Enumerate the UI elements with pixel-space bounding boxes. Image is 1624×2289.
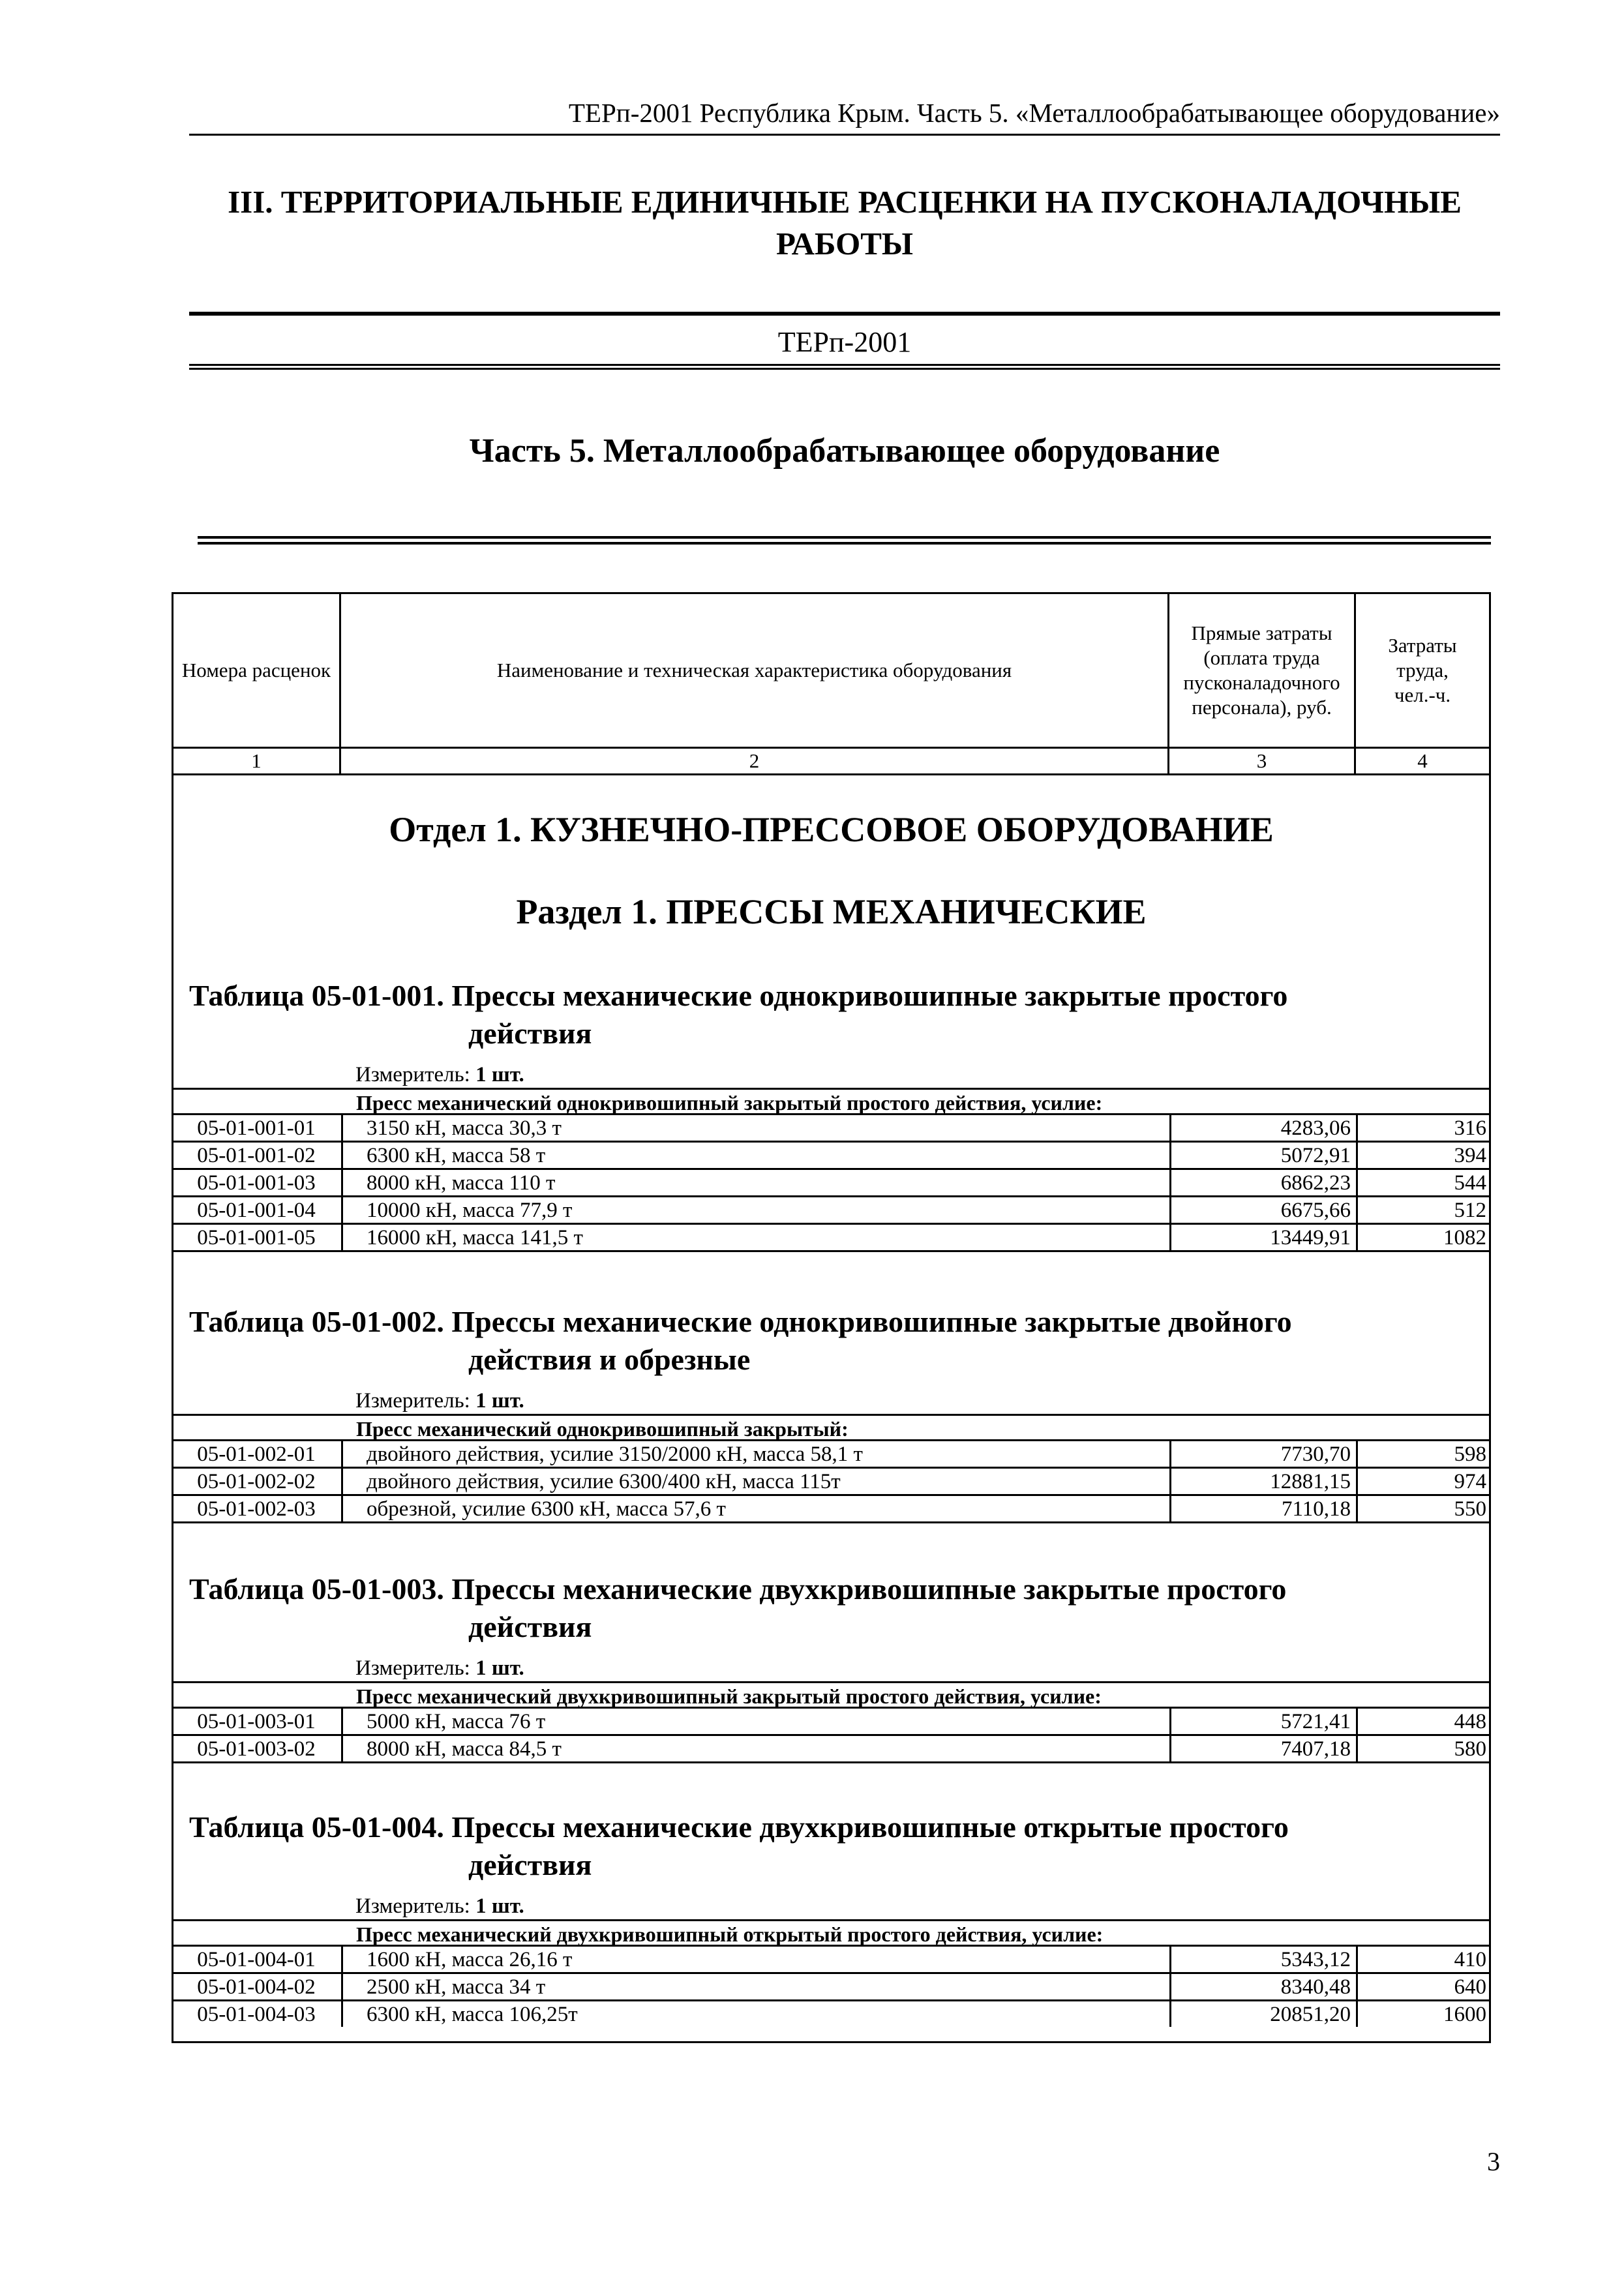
- table-row: [173, 1441, 1489, 1469]
- table-title-line1: Таблица 05-01-002. Прессы механические однокривошипные закрытые двойного: [189, 1305, 1292, 1338]
- table-title-line2: действия: [468, 1848, 592, 1881]
- header-col-codes: Номера расценок: [181, 659, 331, 681]
- row-cost: 4283,06: [1169, 1115, 1356, 1141]
- measure-value: 1 шт.: [475, 1656, 524, 1680]
- header-col-cost: Прямые затраты (оплата труда пусконаладочного персонала), руб.: [1183, 621, 1340, 719]
- otdel-title: Отдел 1. КУЗНЕЧНО-ПРЕССОВОЕ ОБОРУДОВАНИЕ: [389, 810, 1274, 849]
- row-labor: 394: [1356, 1143, 1489, 1168]
- row-labor: 598: [1356, 1441, 1489, 1467]
- measure-label: Измеритель:: [355, 1894, 470, 1918]
- row-code: 05-01-004-03: [197, 2003, 316, 2026]
- row-code: 05-01-003-02: [197, 1737, 316, 1761]
- measure-label: Измеритель:: [355, 1063, 470, 1086]
- row-labor: 512: [1356, 1197, 1489, 1223]
- part-double-rule: [198, 536, 1491, 545]
- group-label: Пресс механический двухкривошипный открытый простого действия, усилие:: [356, 1922, 1104, 1946]
- part-title: Часть 5. Металлообрабатывающее оборудование: [469, 432, 1220, 470]
- row-name: обрезной, усилие 6300 кН, масса 57,6 т: [341, 1496, 1169, 1521]
- colnum-4: 4: [1417, 749, 1428, 772]
- group-row: [173, 1088, 1489, 1115]
- measure-value: 1 шт.: [475, 1894, 524, 1918]
- table-row: [173, 1947, 1489, 1974]
- row-code: 05-01-001-02: [197, 1144, 316, 1167]
- row-name: 16000 кН, масса 141,5 т: [341, 1225, 1169, 1250]
- measure-label: Измеритель:: [355, 1389, 470, 1413]
- row-labor: 1600: [1356, 2001, 1489, 2027]
- header-col-labor: Затраты труда, чел.-ч.: [1388, 634, 1457, 706]
- row-labor: 410: [1356, 1947, 1489, 1972]
- colnum-bottom-rule: [172, 773, 1491, 775]
- table-title: [189, 1570, 1428, 1646]
- row-cost: 7730,70: [1169, 1441, 1356, 1467]
- table-rows: [173, 1947, 1489, 2029]
- row-cost: 5721,41: [1169, 1709, 1356, 1734]
- measure-value: 1 шт.: [475, 1063, 524, 1086]
- row-code: 05-01-002-02: [197, 1470, 316, 1493]
- row-name: 6300 кН, масса 58 т: [341, 1143, 1169, 1168]
- table-title-line2: действия и обрезные: [468, 1343, 751, 1376]
- measure-line: [355, 1062, 524, 1088]
- table-row: [173, 1736, 1489, 1763]
- row-code: 05-01-002-01: [197, 1443, 316, 1466]
- page-number: 3: [1487, 2147, 1500, 2176]
- table-row: [173, 2001, 1489, 2029]
- row-labor: 550: [1356, 1496, 1489, 1521]
- row-labor: 544: [1356, 1170, 1489, 1195]
- row-name: двойного действия, усилие 6300/400 кН, масса 115т: [341, 1469, 1169, 1494]
- table-row: [173, 1197, 1489, 1225]
- row-cost: 5343,12: [1169, 1947, 1356, 1972]
- row-cost: 6862,23: [1169, 1170, 1356, 1195]
- group-label: Пресс механический однокривошипный закрытый простого действия, усилие:: [356, 1091, 1103, 1115]
- table-title-line1: Таблица 05-01-003. Прессы механические двухкривошипные закрытые простого: [189, 1572, 1287, 1606]
- row-name: 8000 кН, масса 84,5 т: [341, 1736, 1169, 1761]
- row-code: 05-01-001-01: [197, 1116, 316, 1140]
- table-title-line2: действия: [468, 1017, 592, 1050]
- row-code: 05-01-002-03: [197, 1497, 316, 1521]
- row-name: 8000 кН, масса 110 т: [341, 1170, 1169, 1195]
- row-code: 05-01-001-05: [197, 1226, 316, 1249]
- measure-line: [355, 1388, 524, 1414]
- row-labor: 1082: [1356, 1225, 1489, 1250]
- table-title-line1: Таблица 05-01-004. Прессы механические двухкривошипные открытые простого: [189, 1810, 1289, 1844]
- row-name: 3150 кН, масса 30,3 т: [341, 1115, 1169, 1141]
- measure-value: 1 шт.: [475, 1389, 524, 1413]
- row-name: 6300 кН, масса 106,25т: [341, 2001, 1169, 2027]
- row-name: 2500 кН, масса 34 т: [341, 1974, 1169, 1999]
- terp-label: ТЕРп-2001: [777, 326, 912, 358]
- group-label: Пресс механический двухкривошипный закрытый простого действия, усилие:: [356, 1684, 1102, 1708]
- terp-block: [189, 312, 1500, 370]
- table-row: [173, 1115, 1489, 1143]
- row-name: двойного действия, усилие 3150/2000 кН, масса 58,1 т: [341, 1441, 1169, 1467]
- row-labor: 974: [1356, 1469, 1489, 1494]
- razdel-title: Раздел 1. ПРЕССЫ МЕХАНИЧЕСКИЕ: [516, 892, 1147, 931]
- row-name: 1600 кН, масса 26,16 т: [341, 1947, 1169, 1972]
- row-cost: 6675,66: [1169, 1197, 1356, 1223]
- table-rows: [173, 1441, 1489, 1523]
- row-code: 05-01-003-01: [197, 1710, 316, 1733]
- row-labor: 640: [1356, 1974, 1489, 1999]
- row-code: 05-01-004-02: [197, 1975, 316, 1999]
- table-row: [173, 1709, 1489, 1736]
- table-title-line1: Таблица 05-01-001. Прессы механические однокривошипные закрытые простого: [189, 979, 1288, 1012]
- table-row: [173, 1974, 1489, 2001]
- group-row: [173, 1919, 1489, 1947]
- header-rule: [189, 134, 1500, 136]
- row-name: 5000 кН, масса 76 т: [341, 1709, 1169, 1734]
- table-title-line2: действия: [468, 1610, 592, 1643]
- row-name: 10000 кН, масса 77,9 т: [341, 1197, 1169, 1223]
- row-cost: 20851,20: [1169, 2001, 1356, 2027]
- row-cost: 7110,18: [1169, 1496, 1356, 1521]
- running-header: ТЕРп-2001 Республика Крым. Часть 5. «Металлообрабатывающее оборудование»: [568, 98, 1500, 128]
- row-cost: 12881,15: [1169, 1469, 1356, 1494]
- group-row: [173, 1414, 1489, 1441]
- group-label: Пресс механический однокривошипный закрытый:: [356, 1417, 849, 1441]
- row-code: 05-01-004-01: [197, 1948, 316, 1971]
- measure-line: [355, 1893, 524, 1919]
- colnum-3: 3: [1256, 749, 1267, 772]
- row-labor: 580: [1356, 1736, 1489, 1761]
- colnum-2: 2: [749, 749, 760, 772]
- table-rows: [173, 1115, 1489, 1252]
- row-cost: 7407,18: [1169, 1736, 1356, 1761]
- table-row: [173, 1469, 1489, 1496]
- row-code: 05-01-001-04: [197, 1199, 316, 1222]
- header-col-name: Наименование и техническая характеристика оборудования: [496, 659, 1012, 681]
- section-title: III. ТЕРРИТОРИАЛЬНЫЕ ЕДИНИЧНЫЕ РАСЦЕНКИ НА ПУСКОНАЛАДОЧНЫЕ РАБОТЫ: [228, 184, 1462, 262]
- row-labor: 316: [1356, 1115, 1489, 1141]
- table-rows: [173, 1709, 1489, 1763]
- measure-line: [355, 1655, 524, 1681]
- group-row: [173, 1681, 1489, 1709]
- table-row: [173, 1225, 1489, 1252]
- table-title: [189, 977, 1428, 1053]
- table-title: [189, 1808, 1428, 1884]
- table-row: [173, 1143, 1489, 1170]
- row-labor: 448: [1356, 1709, 1489, 1734]
- row-cost: 5072,91: [1169, 1143, 1356, 1168]
- colnum-1: 1: [251, 749, 262, 772]
- table-row: [173, 1496, 1489, 1523]
- row-code: 05-01-001-03: [197, 1171, 316, 1195]
- row-cost: 8340,48: [1169, 1974, 1356, 1999]
- table-row: [173, 1170, 1489, 1197]
- measure-label: Измеритель:: [355, 1656, 470, 1680]
- table-title: [189, 1303, 1428, 1379]
- row-cost: 13449,91: [1169, 1225, 1356, 1250]
